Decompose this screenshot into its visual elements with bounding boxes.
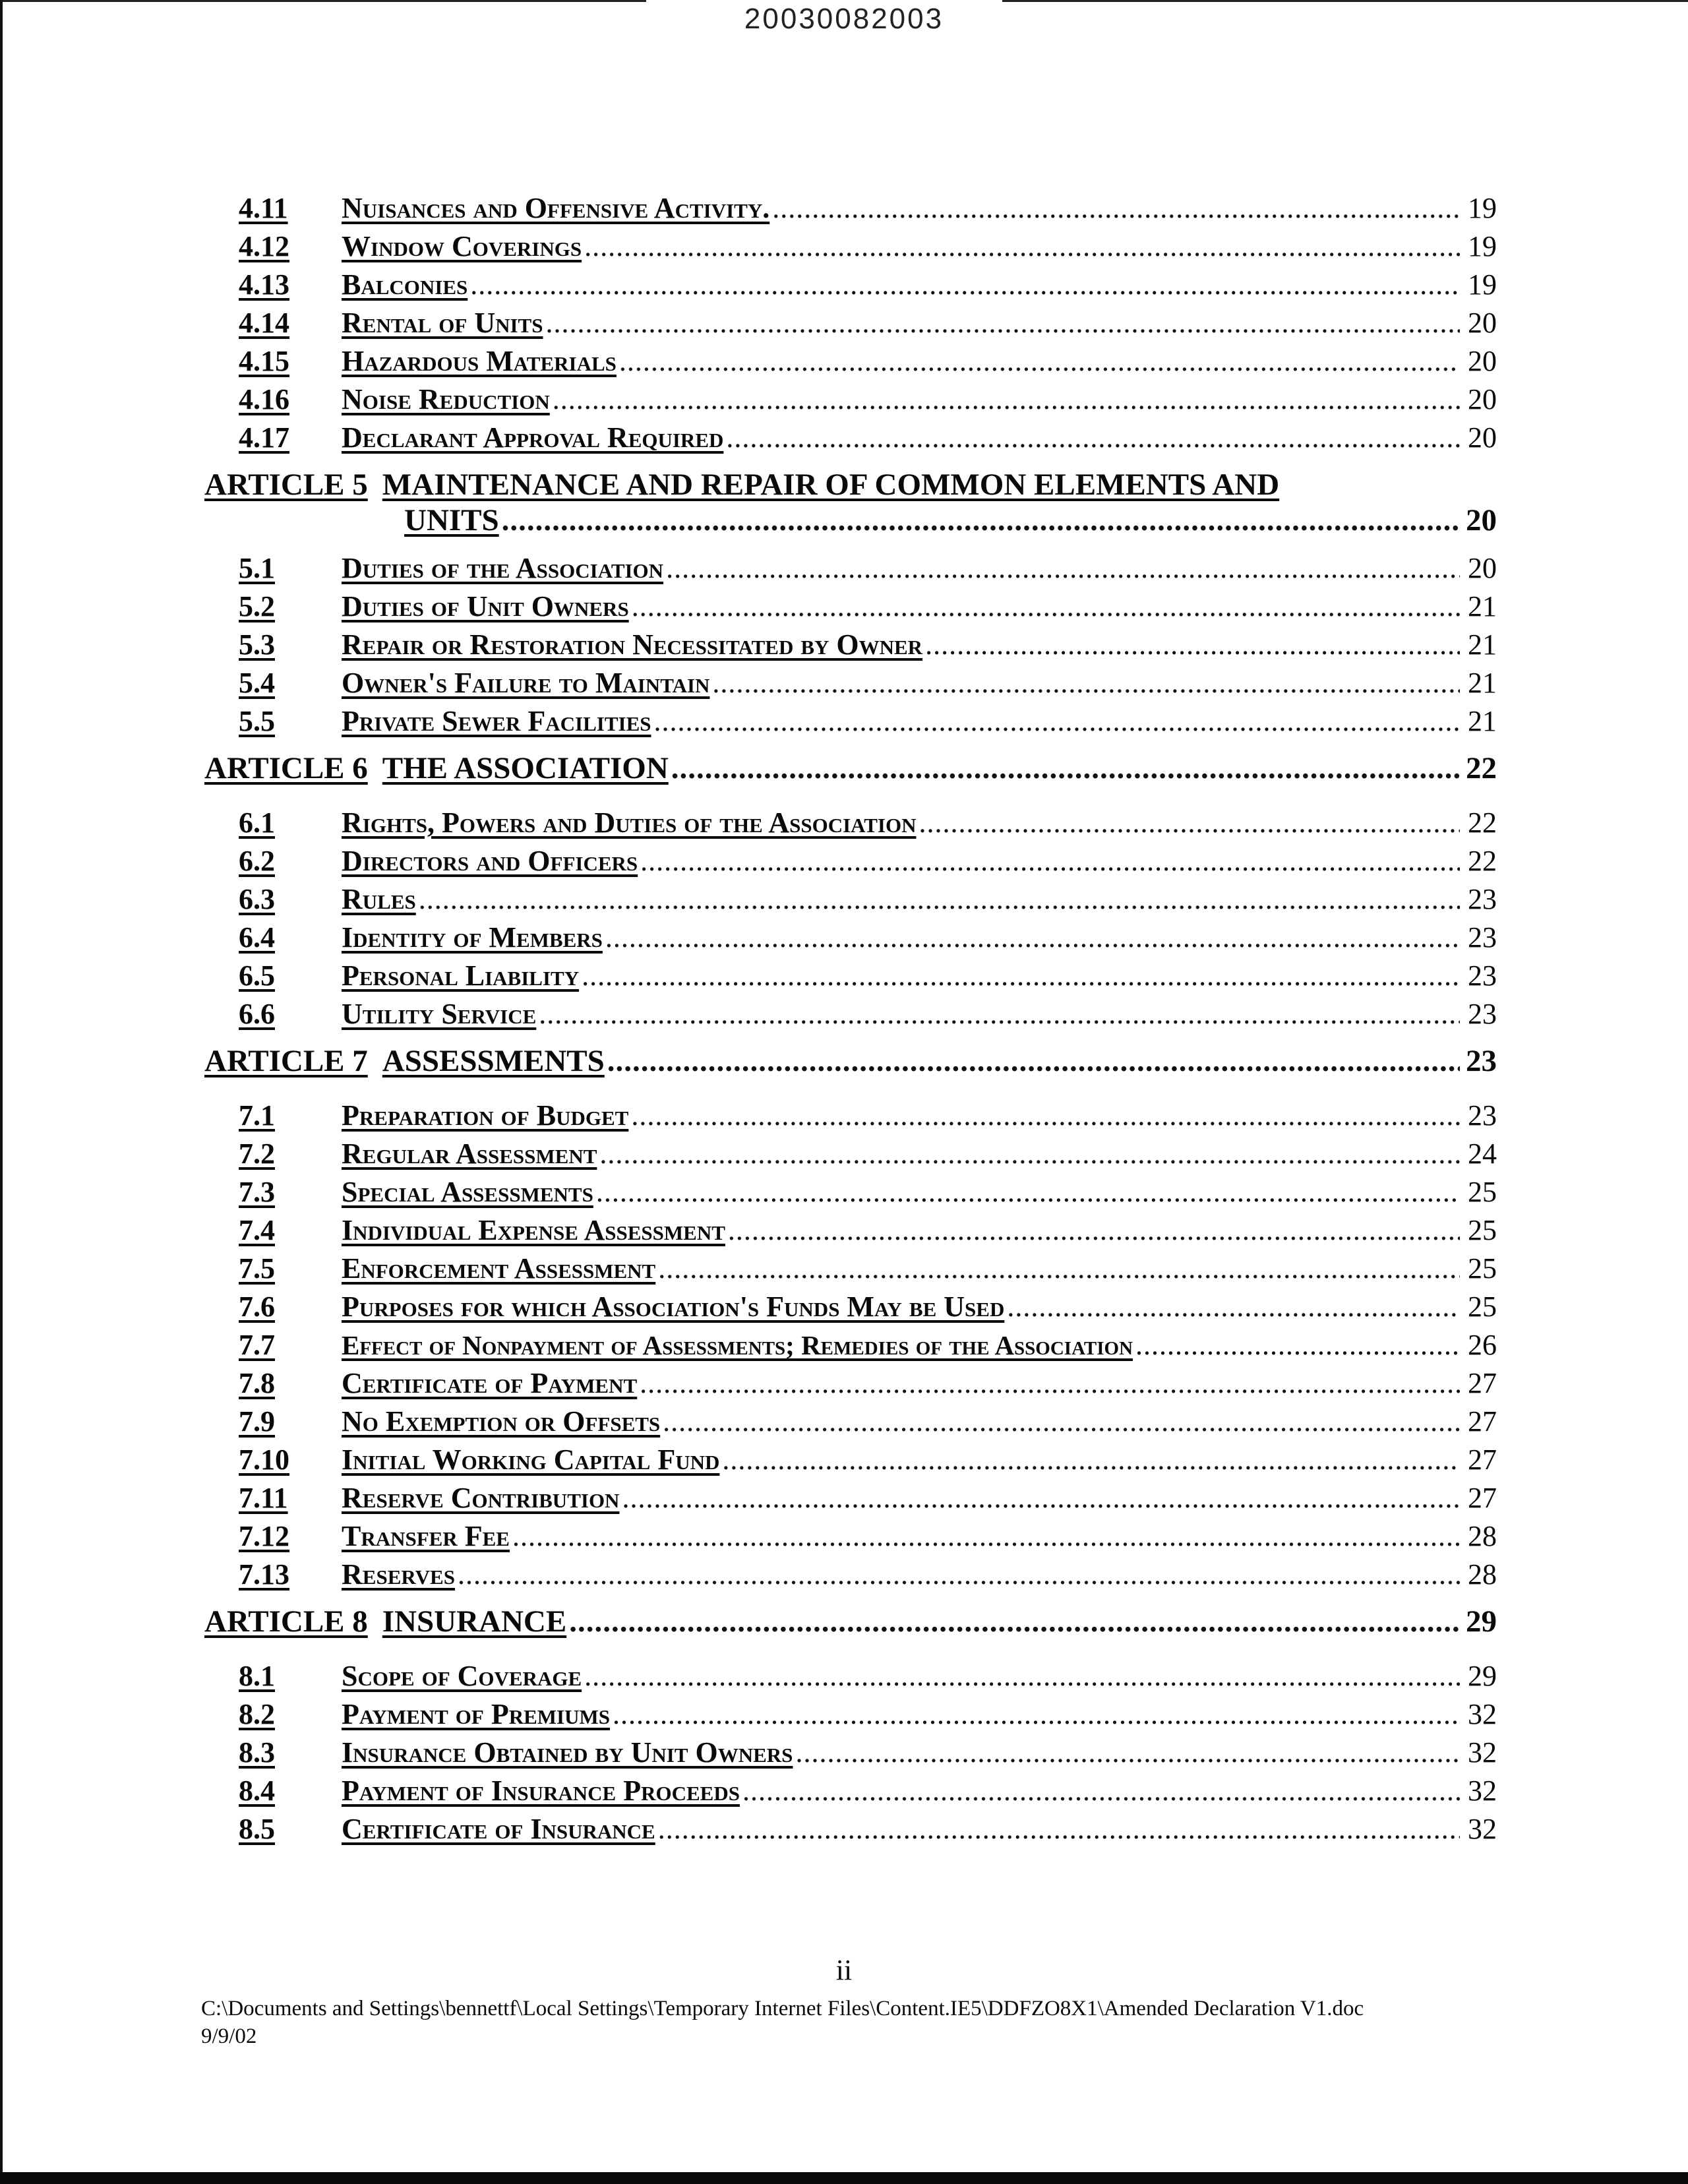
article-label: ARTICLE 7 [204,1044,368,1078]
toc-entry-5-1[interactable] [204,551,1497,590]
toc-entry-page: 32 [1468,1736,1497,1769]
toc-entry-page: 22 [1468,845,1497,877]
scan-edge-bottom [0,2172,1688,2184]
toc-entry-title: Reserves [342,1558,455,1591]
toc-entry-page: 28 [1468,1558,1497,1591]
toc-entry-number: 7.13 [239,1558,289,1591]
toc-entry-page: 25 [1468,1176,1497,1208]
toc-entry-number: 4.17 [239,421,289,454]
toc-entry-page: 29 [1468,1660,1497,1692]
toc-entry-title: Personal Liability [342,959,580,992]
toc-entry-8-1[interactable] [204,1659,1497,1697]
toc-article-8[interactable] [204,1604,1497,1659]
toc-entry-4-13[interactable] [204,268,1497,306]
toc-entry-title: Certificate of Insurance [342,1813,655,1845]
toc-entry-4-14[interactable] [204,306,1497,344]
dot-leader [599,1137,1460,1170]
toc-entry-page: 32 [1468,1774,1497,1807]
toc-entry-title: Utility Service [342,998,537,1030]
toc-entry-number: 6.3 [239,883,275,915]
article-label: ARTICLE 6 [204,751,368,785]
toc-entry-number: 7.5 [239,1252,275,1285]
toc-entry-page: 23 [1468,998,1497,1030]
dot-leader [512,1519,1460,1553]
toc-entry-7-8[interactable] [204,1366,1497,1405]
toc-entry-number: 4.12 [239,230,289,262]
toc-entry-number: 7.10 [239,1443,289,1476]
toc-entry-number: 6.1 [239,806,275,839]
toc-entry-5-2[interactable] [204,590,1497,628]
article-page: 23 [1466,1044,1497,1078]
toc-entry-page: 21 [1468,705,1497,737]
toc-entry-number: 4.15 [239,345,289,377]
dot-leader [631,1099,1460,1132]
dot-leader [553,382,1460,416]
dot-leader [607,1043,1460,1079]
toc-entry-title: No Exemption or Offsets [342,1405,661,1438]
toc-entry-page: 20 [1468,383,1497,415]
toc-entry-title: Payment of Premiums [342,1698,611,1730]
dot-leader [726,421,1460,454]
article-title: ASSESSMENTS [382,1044,605,1078]
article-title-line1: MAINTENANCE AND REPAIR OF COMMON ELEMENTS AND [382,468,1280,502]
dot-leader [925,628,1460,661]
toc-entry-4-17[interactable] [204,421,1497,459]
toc-entry-7-13[interactable] [204,1558,1497,1596]
toc-entry-number: 7.12 [239,1520,289,1552]
toc-entry-number: 7.2 [239,1138,275,1170]
dot-leader [545,306,1460,340]
toc-entry-page: 23 [1468,959,1497,992]
toc-entry-7-9[interactable] [204,1405,1497,1443]
toc-entry-page: 27 [1468,1367,1497,1399]
toc-entry-page: 21 [1468,590,1497,622]
toc-entry-title: Declarant Approval Required [342,421,724,454]
toc-entry-number: 5.4 [239,667,275,699]
toc-entry-number: 7.7 [239,1329,275,1361]
toc-entry-7-2[interactable] [204,1137,1497,1175]
dot-leader [640,844,1460,878]
article-label: ARTICLE 5 [204,468,368,502]
dot-leader [728,1213,1460,1247]
toc-entry-title: Initial Working Capital Fund [342,1443,720,1476]
toc-entry-4-11[interactable] [204,191,1497,229]
toc-entry-number: 8.1 [239,1660,275,1692]
toc-entry-title: Balconies [342,268,468,301]
toc-entry-page: 27 [1468,1405,1497,1438]
toc-entry-title: Individual Expense Assessment [342,1214,725,1246]
toc-entry-number: 8.3 [239,1736,275,1769]
article-title: INSURANCE [382,1604,567,1639]
toc-entry-title: Rental of Units [342,307,543,339]
toc-article-5[interactable] [204,467,1497,542]
toc-entry-page: 19 [1468,192,1497,224]
dot-leader [622,1481,1460,1515]
toc-entry-number: 7.8 [239,1367,275,1399]
dot-leader [458,1558,1460,1591]
toc-entry-8-2[interactable] [204,1697,1497,1736]
toc-entry-title: Duties of Unit Owners [342,590,629,622]
toc-entry-7-10[interactable] [204,1443,1497,1481]
toc-entry-page: 23 [1468,1099,1497,1132]
toc-entry-6-5[interactable] [204,959,1497,997]
toc-entry-page: 24 [1468,1138,1497,1170]
dot-leader [613,1697,1460,1731]
toc-entry-title: Special Assessments [342,1176,593,1208]
toc-entry-title: Noise Reduction [342,383,550,415]
toc-entry-title: Nuisances and Offensive Activity. [342,192,770,224]
dot-leader [596,1175,1460,1209]
footer-file-path: C:\Documents and Settings\bennettf\Local Settings\Temporary Internet Files\Content.IE5\DDFZO8X1\Amended Declaration V1.doc [201,1997,1364,2020]
toc-entry-number: 6.4 [239,921,275,954]
toc-entry-page: 25 [1468,1252,1497,1285]
toc-entry-number: 8.2 [239,1698,275,1730]
page-number: ii [835,1954,853,1986]
toc-entry-title: Identity of Members [342,921,603,954]
toc-entry-title: Rights, Powers and Duties of the Association [342,806,917,839]
toc-entry-title: Insurance Obtained by Unit Owners [342,1736,793,1769]
toc-entry-number: 4.13 [239,268,289,301]
dot-leader [795,1736,1460,1769]
dot-leader [919,806,1461,839]
toc-entry-number: 7.4 [239,1214,275,1246]
toc-entry-number: 6.6 [239,998,275,1030]
toc-entry-4-16[interactable] [204,382,1497,421]
toc-entry-7-3[interactable] [204,1175,1497,1213]
toc-entry-7-1[interactable] [204,1099,1497,1137]
toc-entry-title: Repair or Restoration Necessitated by Owner [342,628,923,661]
toc-entry-page: 25 [1468,1290,1497,1323]
toc-entry-7-6[interactable] [204,1290,1497,1328]
dot-leader [772,191,1460,225]
toc-entry-title: Hazardous Materials [342,345,617,377]
toc-entry-page: 25 [1468,1214,1497,1246]
toc-entry-8-4[interactable] [204,1774,1497,1812]
toc-entry-title: Owner's Failure to Maintain [342,667,710,699]
toc-entry-7-5[interactable] [204,1252,1497,1290]
toc-entry-number: 5.5 [239,705,275,737]
document-id: 20030082003 [744,3,944,35]
toc-entry-6-1[interactable] [204,806,1497,844]
footer-date: 9/9/02 [201,2024,257,2048]
toc-entry-7-11[interactable] [204,1481,1497,1519]
table-of-contents [204,191,1497,1850]
toc-entry-page: 27 [1468,1443,1497,1476]
article-page: 29 [1466,1604,1497,1639]
dot-leader [722,1443,1460,1476]
top-rule-right [1002,0,1688,2]
top-rule-left [0,0,646,2]
toc-entry-number: 8.4 [239,1774,275,1807]
toc-entry-title: Duties of the Association [342,552,664,584]
toc-entry-title: Preparation of Budget [342,1099,629,1132]
dot-leader [654,704,1461,738]
toc-entry-page: 21 [1468,667,1497,699]
toc-article-7[interactable] [204,1043,1497,1099]
dot-leader [663,1405,1460,1438]
article-title-line2: UNITS [404,503,499,537]
toc-entry-number: 7.11 [239,1482,288,1514]
toc-entry-7-7[interactable] [204,1328,1497,1366]
toc-entry-title: Private Sewer Facilities [342,705,651,737]
toc-entry-page: 22 [1468,806,1497,839]
toc-entry-title: Transfer Fee [342,1520,510,1552]
toc-entry-number: 5.2 [239,590,275,622]
toc-entry-7-4[interactable] [204,1213,1497,1252]
toc-entry-title: Regular Assessment [342,1138,597,1170]
toc-entry-number: 5.1 [239,552,275,584]
article-page: 20 [1466,503,1497,537]
toc-entry-title: Payment of Insurance Proceeds [342,1774,740,1807]
toc-entry-number: 4.14 [239,307,289,339]
toc-entry-title: Reserve Contribution [342,1482,620,1514]
toc-entry-page: 27 [1468,1482,1497,1514]
article-label: ARTICLE 8 [204,1604,368,1639]
toc-entry-7-12[interactable] [204,1519,1497,1558]
article-page: 22 [1466,751,1497,785]
dot-leader [742,1774,1460,1807]
dot-leader [584,1659,1460,1693]
dot-leader [605,921,1460,954]
toc-entry-title: Certificate of Payment [342,1367,638,1399]
toc-entry-number: 5.3 [239,628,275,661]
dot-leader [502,502,1460,538]
toc-entry-4-15[interactable] [204,344,1497,382]
toc-entry-4-12[interactable] [204,229,1497,268]
toc-entry-6-4[interactable] [204,921,1497,959]
dot-leader [658,1252,1460,1285]
dot-leader [582,959,1460,992]
scan-edge-left [0,0,3,2184]
toc-entry-page: 20 [1468,552,1497,584]
dot-leader [584,229,1460,263]
toc-entry-5-4[interactable] [204,666,1497,704]
toc-entry-title: Window Coverings [342,230,582,262]
toc-entry-page: 21 [1468,628,1497,661]
dot-leader [539,997,1460,1031]
toc-entry-number: 8.5 [239,1813,275,1845]
toc-entry-page: 32 [1468,1813,1497,1845]
toc-entry-number: 7.6 [239,1290,275,1323]
toc-entry-title: Enforcement Assessment [342,1252,656,1285]
dot-leader [712,666,1460,700]
toc-entry-number: 6.2 [239,845,275,877]
toc-entry-page: 19 [1468,268,1497,301]
toc-entry-number: 4.16 [239,383,289,415]
dot-leader [569,1604,1460,1639]
toc-entry-page: 28 [1468,1520,1497,1552]
toc-entry-8-3[interactable] [204,1736,1497,1774]
toc-entry-number: 6.5 [239,959,275,992]
dot-leader [632,590,1460,623]
toc-entry-page: 20 [1468,345,1497,377]
toc-entry-number: 7.9 [239,1405,275,1438]
toc-entry-title: Scope of Coverage [342,1660,582,1692]
toc-entry-5-5[interactable] [204,704,1497,743]
dot-leader [619,344,1460,378]
toc-entry-5-3[interactable] [204,628,1497,666]
article-title: THE ASSOCIATION [382,751,669,785]
dot-leader [470,268,1460,301]
toc-entry-title: Purposes for which Association's Funds May be Used [342,1290,1005,1323]
dot-leader [1007,1290,1460,1323]
dot-leader [1135,1328,1460,1362]
toc-entry-page: 19 [1468,230,1497,262]
toc-entry-page: 20 [1468,421,1497,454]
toc-entry-number: 4.11 [239,192,288,224]
dot-leader [640,1366,1460,1400]
toc-entry-number: 7.1 [239,1099,275,1132]
toc-entry-page: 20 [1468,307,1497,339]
toc-entry-page: 32 [1468,1698,1497,1730]
toc-entry-6-3[interactable] [204,882,1497,921]
dot-leader [419,882,1460,916]
toc-entry-title: Rules [342,883,416,915]
toc-entry-page: 23 [1468,883,1497,915]
toc-entry-title: Directors and Officers [342,845,638,877]
toc-entry-number: 7.3 [239,1176,275,1208]
dot-leader [671,750,1460,786]
toc-entry-page: 26 [1468,1329,1497,1361]
toc-entry-title: Effect of Nonpayment of Assessments; Remedies of the Association [342,1330,1133,1360]
toc-entry-6-2[interactable] [204,844,1497,882]
toc-entry-page: 23 [1468,921,1497,954]
dot-leader [658,1812,1460,1846]
toc-article-6[interactable] [204,750,1497,806]
toc-entry-8-5[interactable] [204,1812,1497,1850]
dot-leader [666,551,1460,585]
toc-entry-6-6[interactable] [204,997,1497,1035]
